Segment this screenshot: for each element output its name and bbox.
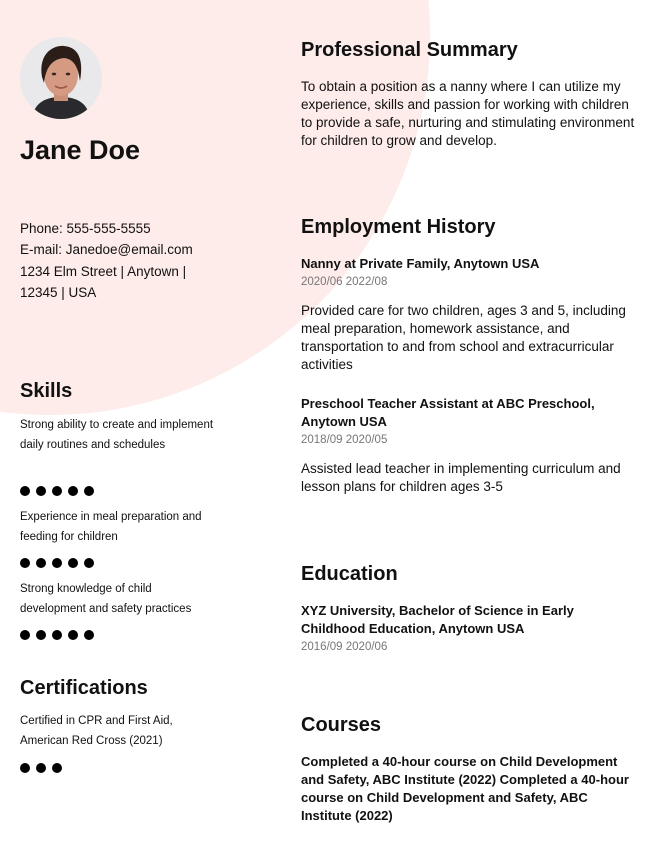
skill-item-1: Strong ability to create and implement daily routines and schedules (20, 419, 214, 451)
summary-heading: Professional Summary (301, 39, 518, 61)
rating-dot (68, 630, 78, 640)
rating-dot (20, 486, 30, 496)
rating-dot (52, 763, 62, 773)
job-dates-2: 2018/09 2020/05 (301, 434, 388, 446)
phone-text: Phone: 555-555-5555 (20, 221, 151, 236)
job-title-1: Nanny at Private Family, Anytown USA (301, 256, 540, 271)
rating-dot (84, 630, 94, 640)
skill-rating-1 (20, 486, 94, 496)
rating-dot (68, 558, 78, 568)
skill-item-3: Strong knowledge of child development and safety practices (20, 583, 192, 615)
skills-heading: Skills (20, 380, 73, 402)
contact-info (20, 218, 220, 303)
employment-heading: Employment History (301, 216, 496, 238)
address-line-2: 12345 | USA (20, 284, 97, 300)
rating-dot (68, 486, 78, 496)
certification-rating-1 (20, 763, 62, 773)
address-line-1: 1234 Elm Street | Anytown | (20, 263, 187, 279)
email-text: E-mail: Janedoe@email.com (20, 242, 193, 258)
profile-photo-icon (20, 37, 102, 119)
rating-dot (84, 486, 94, 496)
job-dates-1: 2020/06 2022/08 (301, 276, 388, 288)
skill-rating-2 (20, 558, 94, 568)
rating-dot (20, 630, 30, 640)
rating-dot (36, 630, 46, 640)
courses-text: Completed a 40-hour course on Child Development and Safety, ABC Institute (2022) Completed a 40-hour course on Child Development and Safety, ABC Institute (2022) (301, 754, 629, 823)
rating-dot (20, 558, 30, 568)
rating-dot (52, 486, 62, 496)
rating-dot (52, 630, 62, 640)
education-entry-title: XYZ University, Bachelor of Science in Early Childhood Education, Anytown USA (301, 603, 574, 636)
summary-text: To obtain a position as a nanny where I can utilize my experience, skills and passion for working with children to provide a safe, nurturing and stimulating environment for children to grow and develop. (301, 79, 635, 148)
candidate-name: Jane Doe (20, 135, 141, 165)
rating-dot (84, 558, 94, 568)
rating-dot (20, 763, 30, 773)
avatar (20, 37, 102, 119)
job-title-2: Preschool Teacher Assistant at ABC Preschool, Anytown USA (301, 396, 595, 429)
job-description-1: Provided care for two children, ages 3 and 5, including meal preparation, homework assistance, and transportation to and from school and extracurricular activities (301, 303, 626, 372)
rating-dot (36, 558, 46, 568)
courses-heading: Courses (301, 714, 382, 736)
job-description-2: Assisted lead teacher in implementing curriculum and lesson plans for children ages 3-5 (301, 461, 621, 494)
skill-item-2: Experience in meal preparation and feeding for children (20, 511, 202, 543)
education-dates: 2016/09 2020/06 (301, 641, 388, 653)
rating-dot (36, 486, 46, 496)
certification-item-1: Certified in CPR and First Aid, American Red Cross (2021) (20, 715, 173, 747)
skill-rating-3 (20, 630, 94, 640)
rating-dot (36, 763, 46, 773)
certifications-heading: Certifications (20, 677, 148, 699)
rating-dot (52, 558, 62, 568)
education-heading: Education (301, 563, 398, 585)
